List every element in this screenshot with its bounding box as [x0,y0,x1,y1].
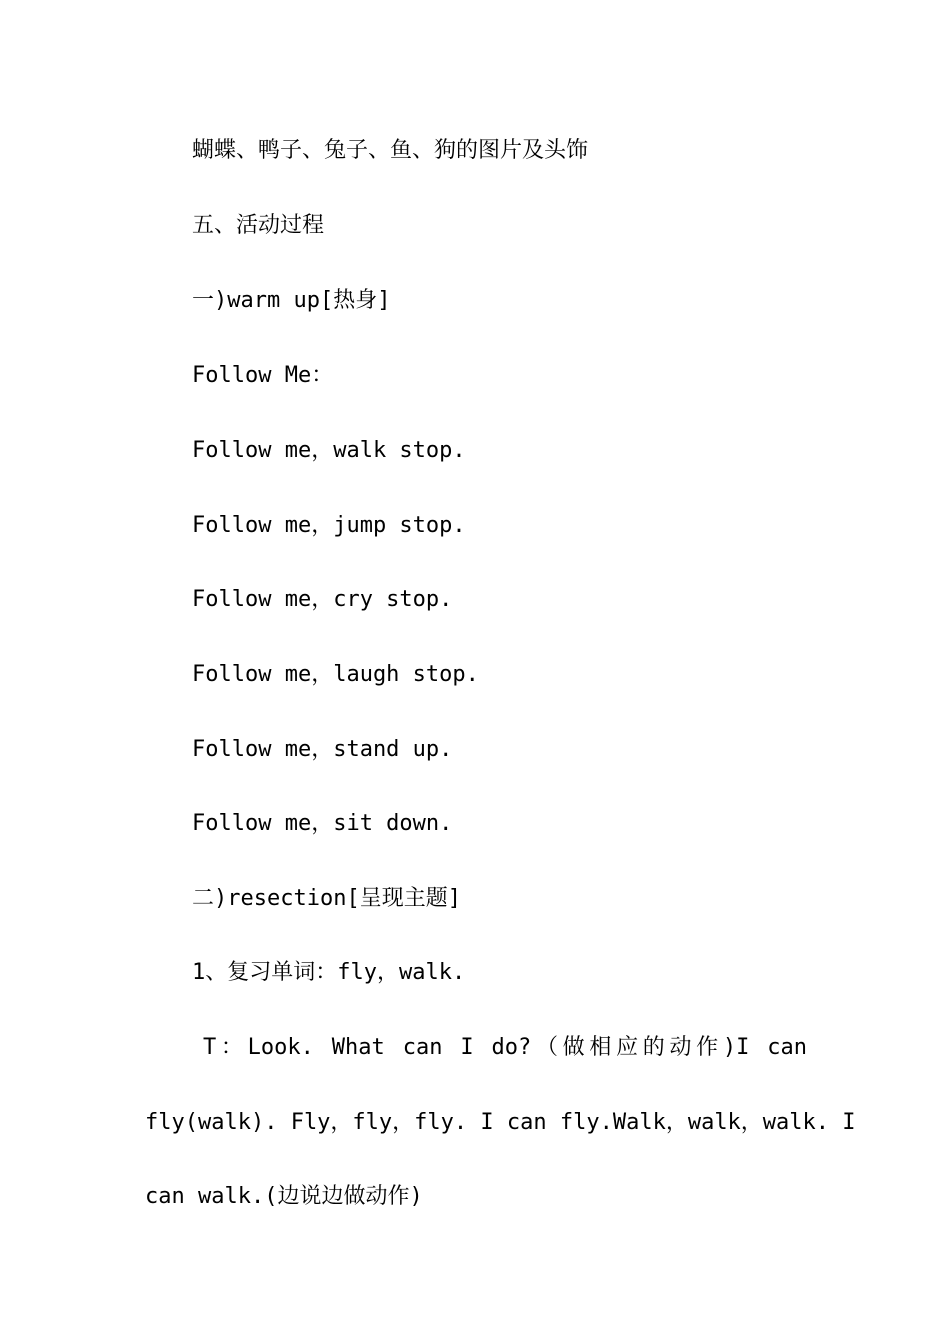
subheading-warm-up: 一)warm up[热身] [192,288,391,313]
teacher-paragraph-line-3: can walk.(边说边做动作) [145,1184,423,1209]
chant-line-sit-down: Follow me，sit down. [192,811,453,836]
follow-me-title: Follow Me： [192,363,334,388]
review-words-line: 1、复习单词：fly，walk. [192,960,466,985]
chant-line-stand-up: Follow me，stand up. [192,737,453,762]
subheading-presentation: 二)resection[呈现主题] [192,886,461,911]
teacher-paragraph-line-2: fly(walk). Fly，fly，fly. I can fly.Walk，walk，walk. I [145,1110,856,1135]
section-heading-activity-process: 五、活动过程 [192,213,325,238]
chant-line-walk: Follow me，walk stop. [192,438,466,463]
chant-line-laugh: Follow me，laugh stop. [192,662,479,687]
chant-line-cry: Follow me，cry stop. [192,587,453,612]
teacher-paragraph-line-1: T：Look. What can I do?（做相应的动作)I can [203,1035,807,1060]
chant-line-jump: Follow me，jump stop. [192,513,466,538]
materials-line: 蝴蝶、鸭子、兔子、鱼、狗的图片及头饰 [192,138,589,163]
